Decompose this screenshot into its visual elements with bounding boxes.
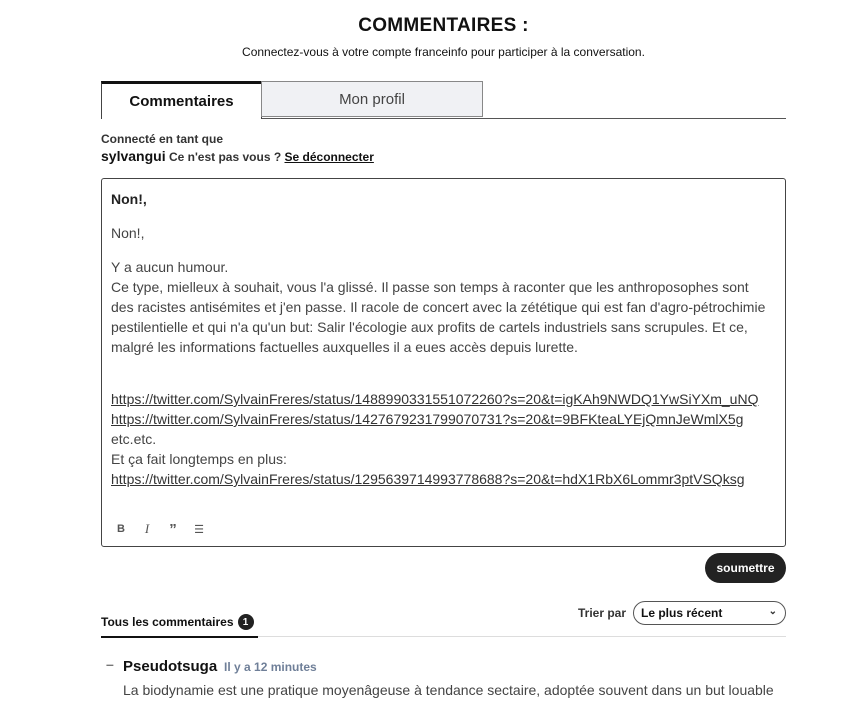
comments-bar bbox=[101, 600, 786, 637]
chevron-down-icon: ⌄ bbox=[768, 606, 777, 617]
tab-commentaires[interactable]: Commentaires bbox=[101, 81, 262, 119]
twitter-link-3[interactable]: https://twitter.com/SylvainFreres/status/1295639714993778688?s=20&t=hdX1RbX6Lommr3ptVSQksg bbox=[111, 471, 745, 487]
editor-etc: etc.etc. bbox=[111, 431, 157, 447]
sort-label: Trier par bbox=[578, 606, 627, 620]
editor-content[interactable] bbox=[111, 189, 775, 489]
comment-text: La biodynamie est une pratique moyenâgeuse à tendance sectaire, adoptée souvent dans un but louable bbox=[123, 682, 774, 698]
list-icon[interactable]: ☰ bbox=[194, 523, 204, 536]
editor-paragraph: Non!, bbox=[111, 225, 145, 241]
italic-icon[interactable]: I bbox=[144, 521, 150, 536]
sort-select[interactable] bbox=[633, 601, 786, 625]
user-line bbox=[101, 148, 374, 164]
tab-bar bbox=[101, 81, 786, 119]
twitter-link-1[interactable]: https://twitter.com/SylvainFreres/status/1488990331551072260?s=20&t=igKAh9NWDQ1YwSiYXm_uNQ bbox=[111, 391, 759, 407]
not-you-text: Ce n'est pas vous ? bbox=[168, 150, 282, 164]
editor-more: Et ça fait longtemps en plus: bbox=[111, 451, 287, 467]
section-subtitle: Connectez-vous à votre compte franceinfo pour participer à la conversation. bbox=[242, 45, 645, 59]
twitter-link-2[interactable]: https://twitter.com/SylvainFreres/status/1427679231799070731?s=20&t=9BFKteaLYEjQmnJeWmlX5g bbox=[111, 411, 744, 427]
editor-toolbar bbox=[114, 522, 206, 536]
tab-mon-profil[interactable]: Mon profil bbox=[261, 81, 483, 117]
section-title: COMMENTAIRES : bbox=[358, 15, 529, 36]
editor-paragraph: Y a aucun humour. bbox=[111, 259, 229, 275]
editor-title: Non!, bbox=[111, 191, 147, 207]
quote-icon[interactable]: ” bbox=[169, 520, 177, 538]
editor-gap bbox=[111, 357, 775, 377]
comment-count-badge: 1 bbox=[238, 614, 254, 630]
username: sylvangui bbox=[101, 148, 166, 164]
sort-selected-value: Le plus récent bbox=[641, 606, 723, 620]
comment-editor[interactable] bbox=[101, 178, 786, 547]
comment-author[interactable]: Pseudotsuga bbox=[123, 658, 218, 675]
submit-button[interactable]: soumettre bbox=[705, 553, 786, 583]
connected-as-label: Connecté en tant que bbox=[101, 132, 224, 146]
editor-gap bbox=[111, 377, 775, 389]
tab-all-comments[interactable] bbox=[101, 614, 258, 638]
bold-icon[interactable]: B bbox=[117, 523, 125, 535]
logout-link[interactable]: Se déconnecter bbox=[284, 150, 374, 164]
editor-paragraph: Ce type, mielleux à souhait, vous l'a glissé. Il passe son temps à raconter que les anthroposophes sont des racistes antisémites et j'en passe. Il racole de concert avec la zététique qui est fan d'agro-pétrochimie pestilentielle et qui n'a qu'un but: Salir l'écologie aux profits de cartels industriels sans scrupules. Et ce, malgré les informations factuelles auxquelles il a eues accès depuis lurette. bbox=[111, 279, 766, 355]
comment-time: Il y a 12 minutes bbox=[224, 660, 317, 674]
collapse-icon[interactable]: – bbox=[106, 656, 114, 672]
all-comments-label: Tous les commentaires bbox=[101, 615, 234, 629]
